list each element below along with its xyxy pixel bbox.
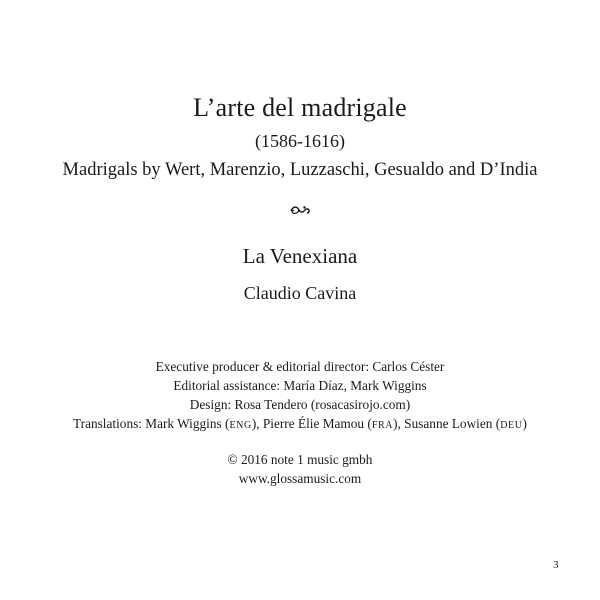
ensemble-name: La Venexiana [242,244,358,268]
translations-mid-2: ), Susanne Lowien ( [393,416,501,431]
director-name: Claudio Cavina [243,283,357,303]
page-title: L’arte del madrigale [193,93,407,122]
copyright-block [0,450,600,488]
language-code-fra: FRA [371,420,394,431]
date-range: (1586-1616) [255,131,345,151]
credit-design: Design: Rosa Tendero (rosacasirojo.com) [189,397,411,412]
copyright-notice: © 2016 note 1 music gmbh [227,452,373,467]
language-code-deu: DEU [500,420,523,431]
translations-suffix: ) [522,416,527,431]
website-link[interactable]: www.glossamusic.com [238,471,362,486]
credit-editorial: Editorial assistance: María Díaz, Mark Wiggins [173,378,427,393]
translations-mid-1: ), Pierre Élie Mamou ( [251,416,372,431]
fleuron-ornament-icon [289,204,311,216]
language-code-eng: ENG [229,420,252,431]
credit-executive: Executive producer & editorial director: Carlos Céster [155,359,445,374]
subtitle: Madrigals by Wert, Marenzio, Luzzaschi, Gesualdo and D’India [62,160,538,180]
credits-block [0,357,600,435]
translations-prefix: Translations: Mark Wiggins ( [73,416,230,431]
ornament-divider [0,203,600,217]
credit-translations [0,414,600,435]
page-number: 3 [553,559,559,571]
